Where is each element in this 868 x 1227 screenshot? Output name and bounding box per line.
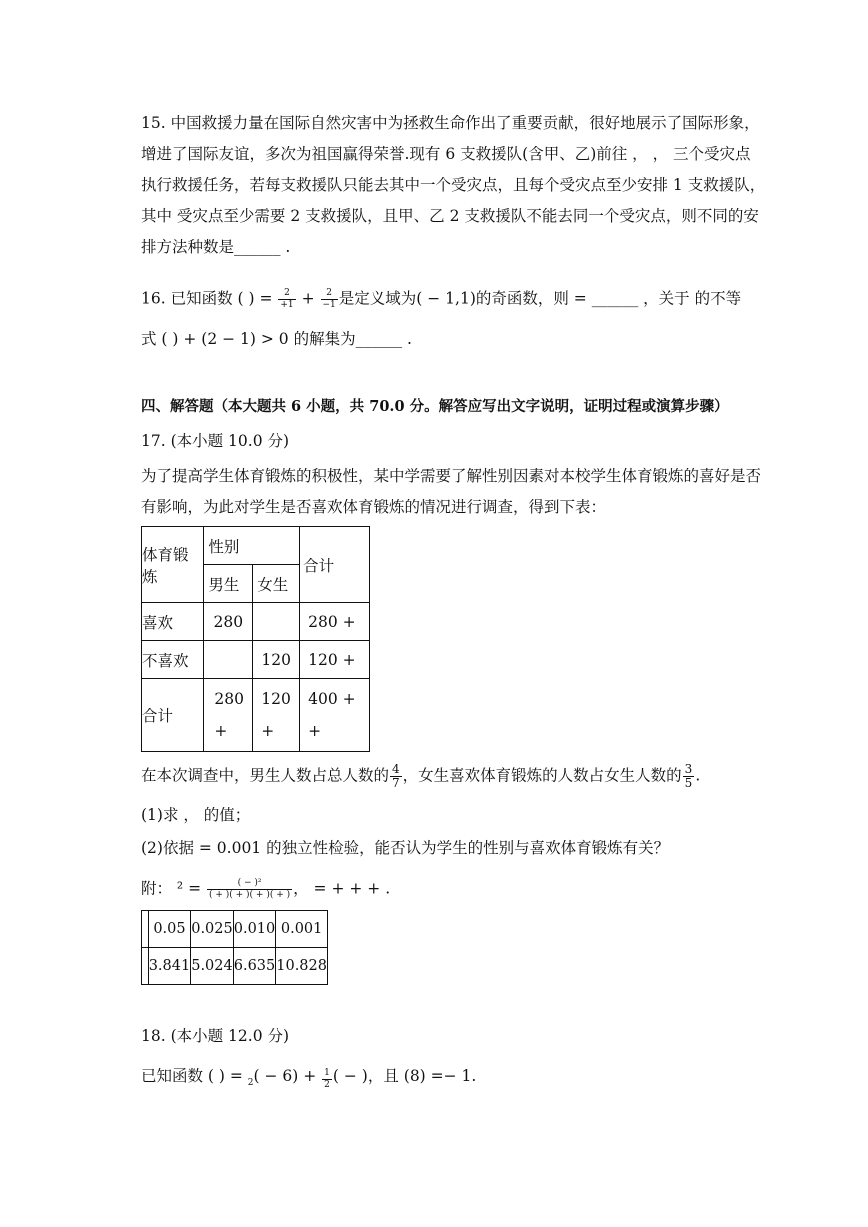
- fraction-4-7: [390, 763, 402, 790]
- q18-title: 18. (本小题 12.0 分): [141, 1027, 290, 1045]
- q16-text: 16. 已知函数 ( ) =: [141, 289, 278, 308]
- survey-text: ，女生喜欢体育锻炼的人数占女生人数的: [402, 766, 682, 785]
- plus-sign: +: [296, 289, 320, 308]
- row-label: 喜欢: [142, 603, 204, 641]
- fraction-denominator: 5: [684, 776, 693, 790]
- table-cell: [142, 948, 149, 985]
- q16-line-2: 式 ( ) + (2 − 1) > 0 的解集为______ .: [141, 330, 412, 348]
- row-label: 合计: [142, 679, 204, 752]
- table-row: [142, 679, 370, 752]
- cell-male: [204, 641, 253, 679]
- header-gender: 性别: [204, 527, 300, 565]
- fraction-numerator: 1: [324, 1068, 330, 1078]
- q18-text: 已知函数 ( ) =: [141, 1067, 248, 1085]
- appendix-formula: [141, 878, 390, 901]
- table-cell: 0.001: [276, 911, 328, 948]
- table-cell: 0.010: [233, 911, 276, 948]
- header-total: 合计: [300, 527, 370, 603]
- fraction-numerator: 4: [392, 762, 400, 776]
- q18-text: ( − 6) +: [253, 1067, 322, 1085]
- survey-text: .: [695, 766, 701, 785]
- fraction-numerator: 3: [684, 762, 693, 776]
- cell-total: 400 + +: [300, 679, 370, 752]
- row-label: 不喜欢: [142, 641, 204, 679]
- table-row: [142, 911, 328, 948]
- q17-intro-line: 为了提高学生体育锻炼的积极性，某中学需要了解性别因素对本校学生体育锻炼的喜好是否: [141, 467, 762, 485]
- log-base: 2: [247, 1078, 254, 1088]
- table-row: [142, 641, 370, 679]
- survey-text: 在本次调查中，男生人数占总人数的: [141, 766, 390, 785]
- cell-total: 120 +: [300, 641, 370, 679]
- table-cell: [142, 911, 149, 948]
- critical-value-table: [141, 910, 328, 985]
- cell-total: 280 +: [300, 603, 370, 641]
- fraction-numerator: ( − )²: [207, 878, 292, 890]
- table-cell: 0.025: [191, 911, 234, 948]
- header-female: 女生: [253, 565, 300, 603]
- q17-intro: [141, 466, 762, 528]
- section-heading: 四、解答题（本大题共 6 小题，共 70.0 分。解答应写出文字说明，证明过程或演算步骤）: [141, 398, 729, 415]
- fraction-denominator: ( + )( + )( + )( + ): [208, 890, 291, 900]
- question-15: [141, 113, 766, 268]
- table-cell: 5.024: [191, 948, 234, 985]
- q16-text: 是定义域为( − 1,1)的奇函数，则 = ______ ，关于 的不等: [338, 289, 742, 308]
- table-cell: 10.828: [276, 948, 328, 985]
- q18-text: ( − )，且 (8) =− 1.: [332, 1067, 477, 1085]
- table-cell: 3.841: [148, 948, 191, 985]
- appendix-text: ， = + + + .: [293, 879, 391, 898]
- q18-statement: [141, 1066, 476, 1093]
- table-cell: 0.05: [148, 911, 191, 948]
- survey-table: [141, 526, 370, 752]
- table-row: [142, 948, 328, 985]
- q16-line-1: [141, 288, 741, 311]
- q17-part-2: (2)依据 = 0.001 的独立性检验，能否认为学生的性别与喜欢体育锻炼有关？: [141, 839, 670, 857]
- table-row: [142, 603, 370, 641]
- cell-female: 120 +: [253, 679, 300, 752]
- fraction-denominator: −1: [322, 300, 336, 310]
- fraction-denominator: +1: [280, 300, 294, 310]
- q16-fraction-1: [278, 288, 295, 311]
- fraction-numerator: 2: [321, 288, 338, 300]
- q15-line: 15. 中国救援力量在国际自然灾害中为拯救生命作出了重要贡献，很好地展示了国际形象，: [141, 114, 760, 132]
- q16-fraction-2: [321, 288, 338, 311]
- fraction-3-5: [683, 763, 695, 790]
- q15-line: 排方法种数是______ .: [141, 238, 291, 256]
- cell-male: 280: [204, 603, 253, 641]
- fraction-denominator: 7: [392, 776, 400, 790]
- survey-sentence: [141, 763, 700, 790]
- cell-female: 120: [253, 641, 300, 679]
- q15-line: 其中 受灾点至少需要 2 支救援队，且甲、乙 2 支救援队不能去同一个受灾点，则不同的安: [141, 207, 759, 225]
- chi-square-fraction: [207, 878, 292, 901]
- q17-title: 17. (本小题 10.0 分): [141, 432, 290, 450]
- fraction-denominator: 2: [324, 1080, 330, 1090]
- log-base-fraction: [322, 1068, 332, 1091]
- cell-female: [253, 603, 300, 641]
- q17-intro-line: 有影响，为此对学生是否喜欢体育锻炼的情况进行调查，得到下表：: [141, 498, 607, 516]
- q15-line: 执行救援任务，若每支救援队只能去其中一个受灾点，且每个受灾点至少安排 1 支救援队，: [141, 176, 766, 194]
- q15-line: 增进了国际友谊，多次为祖国赢得荣誉.现有 6 支救援队(含甲、乙)前往 ， ， 三个受灾点: [141, 145, 751, 163]
- cell-male: 280 +: [204, 679, 253, 752]
- fraction-numerator: 2: [278, 288, 295, 300]
- q17-part-1: (1)求 ， 的值；: [141, 806, 251, 824]
- header-male: 男生: [204, 565, 253, 603]
- header-exercise: 体育锻炼: [142, 527, 204, 603]
- appendix-text: 附： ² =: [141, 879, 206, 898]
- table-cell: 6.635: [233, 948, 276, 985]
